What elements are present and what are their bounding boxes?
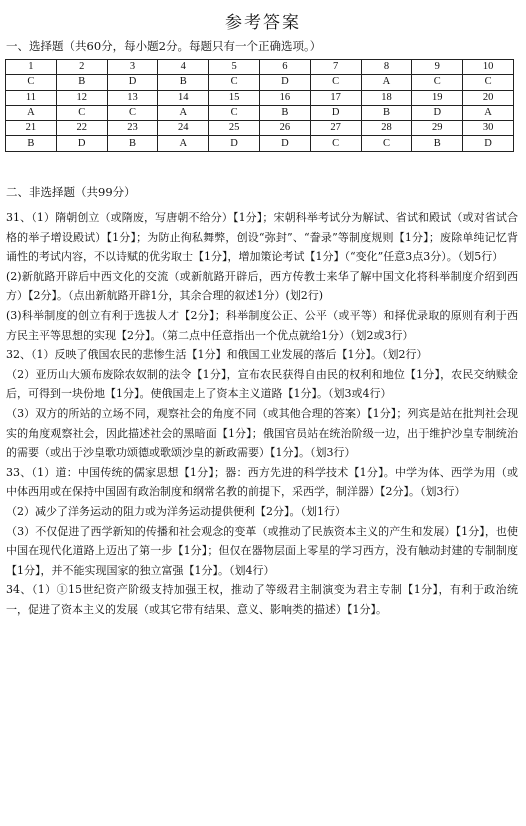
question-number-cell: 1 (6, 60, 57, 75)
answer-cell: C (412, 75, 463, 90)
answer-cell: A (6, 105, 57, 120)
answer-cell: B (259, 105, 310, 120)
answer-cell: C (107, 105, 158, 120)
answer-cell: D (209, 136, 260, 151)
question-number-cell: 8 (361, 60, 412, 75)
answer-cell: B (412, 136, 463, 151)
answer-cell: D (463, 136, 514, 151)
question-number-cell: 10 (463, 60, 514, 75)
answer-cell: D (259, 136, 310, 151)
section-multiple-choice-heading: 一、选择题（共60分，每小题2分。每题只有一个正确选项。） (6, 39, 322, 53)
question-number-cell: 18 (361, 90, 412, 105)
question-number-cell: 14 (158, 90, 209, 105)
question-number-cell: 24 (158, 121, 209, 136)
answer-cell: B (107, 136, 158, 151)
answer-cell: C (463, 75, 514, 90)
answer-cell: C (310, 136, 361, 151)
answer-paragraph: 32、（1）反映了俄国农民的悲惨生活【1分】和俄国工业发展的落后【1分】。（划2行） (6, 348, 428, 362)
answer-cell: C (209, 75, 260, 90)
page-title: 参考答案 (225, 13, 301, 33)
question-number-cell: 25 (209, 121, 260, 136)
answer-row (6, 105, 514, 120)
question-number-cell: 4 (158, 60, 209, 75)
question-number-row (6, 121, 514, 136)
question-number-cell: 23 (107, 121, 158, 136)
answer-paragraph: 31、（1）隋朝创立（或隋废，写唐朝不给分）【1分】；宋朝科举考试分为解试、省试和殿试（或对省试合格的举子增设殿试）【1分】；为防止徇私舞弊，创设“弥封”、“誊录”等制度规则【1分】；废除单纯记忆背诵性的考试内容，不以诗赋的优劣取士【1分】，增加策论考试【1分】（“变化”任意3点3分）。（划5行） (6, 211, 518, 264)
question-number-cell: 13 (107, 90, 158, 105)
question-number-cell: 15 (209, 90, 260, 105)
answer-cell: B (56, 75, 107, 90)
question-number-cell: 16 (259, 90, 310, 105)
answer-cell: C (361, 136, 412, 151)
answer-paragraph: 34、（1）①15世纪资产阶级支持加强王权，推动了等级君主制演变为君主专制【1分】，有利于政治统一，促进了资本主义的发展（或其它带有结果、意义、影响类的描述）【1分】。 (6, 583, 518, 616)
question-number-cell: 11 (6, 90, 57, 105)
question-number-cell: 28 (361, 121, 412, 136)
question-number-cell: 2 (56, 60, 107, 75)
question-number-cell: 27 (310, 121, 361, 136)
answer-row (6, 136, 514, 151)
answer-table (5, 59, 514, 152)
answer-cell: D (107, 75, 158, 90)
answer-paragraph: （3）不仅促进了西学新知的传播和社会观念的变革（或推动了民族资本主义的产生和发展）【1分】，也使中国在现代化道路上迈出了第一步【1分】；但仅在器物层面上零星的学习西方，没有触动封建的专制制度【1分】，并不能实现国家的独立富强【1分】。（划4行） (6, 524, 518, 577)
answer-row (6, 75, 514, 90)
question-number-cell: 26 (259, 121, 310, 136)
question-number-row (6, 60, 514, 75)
question-number-cell: 22 (56, 121, 107, 136)
question-number-cell: 6 (259, 60, 310, 75)
answer-cell: A (361, 75, 412, 90)
question-number-row (6, 90, 514, 105)
question-number-cell: 7 (310, 60, 361, 75)
answer-cell: C (209, 105, 260, 120)
answer-paragraph: （2）亚历山大颁布废除农奴制的法令【1分】，宣布农民获得自由民的权利和地位【1分】，农民交纳赎金后，可得到一块份地【1分】。使俄国走上了资本主义道路【1分】。（划3或4行） (6, 367, 518, 401)
answer-cell: C (310, 75, 361, 90)
answer-cell: D (259, 75, 310, 90)
answer-paragraph: （3）双方的所站的立场不同，观察社会的角度不同（或其他合理的答案）【1分】；列宾是站在批判社会现实的角度观察社会，因此描述社会的黑暗面【1分】；俄国官员站在统治阶级一边，出于维护沙皇专制统治的需要（或出于沙皇歌功颂德或歌颂沙皇的新政需要）【1分】。（划3行） (6, 406, 518, 460)
answer-paragraph: (3)科举制度的创立有利于选拔人才【2分】；科举制度公正、公平（或平等）和择优录取的原则有利于西方民主平等思想的实现【2分】。（第二点中任意指出一个优点就给1分）（划2或3行） (6, 308, 518, 342)
answer-cell: A (463, 105, 514, 120)
question-number-cell: 9 (412, 60, 463, 75)
answer-cell: B (361, 105, 412, 120)
answer-cell: B (6, 136, 57, 151)
question-number-cell: 19 (412, 90, 463, 105)
answer-cell: D (310, 105, 361, 120)
question-number-cell: 30 (463, 121, 514, 136)
answer-paragraph: 33、（1）道：中国传统的儒家思想【1分】；器：西方先进的科学技术【1分】。中学为体、西学为用（或中体西用或在保持中国固有政治制度和纲常名教的前提下，采西学，制洋器）【2分】。（划3行） (6, 465, 518, 499)
question-number-cell: 5 (209, 60, 260, 75)
answer-cell: D (412, 105, 463, 120)
question-number-cell: 12 (56, 90, 107, 105)
question-number-cell: 29 (412, 121, 463, 136)
answer-paragraph: (2)新航路开辟后中西文化的交流（或新航路开辟后，西方传教士来华了解中国文化将科举制度介绍到西方）【2分】。（点出新航路开辟1分，其余合理的叙述1分）(划2行) (6, 269, 518, 303)
question-number-cell: 3 (107, 60, 158, 75)
question-number-cell: 17 (310, 90, 361, 105)
answer-cell: C (6, 75, 57, 90)
question-number-cell: 20 (463, 90, 514, 105)
answer-cell: D (56, 136, 107, 151)
section-essay-heading: 二、非选择题（共99分） (6, 185, 136, 199)
answer-cell: A (158, 136, 209, 151)
answer-cell: B (158, 75, 209, 90)
question-number-cell: 21 (6, 121, 57, 136)
answer-paragraph: （2）减少了洋务运动的阻力或为洋务运动提供便利【2分】。（划1行） (6, 504, 346, 518)
answer-cell: A (158, 105, 209, 120)
essay-answers (6, 208, 518, 619)
answer-cell: C (56, 105, 107, 120)
